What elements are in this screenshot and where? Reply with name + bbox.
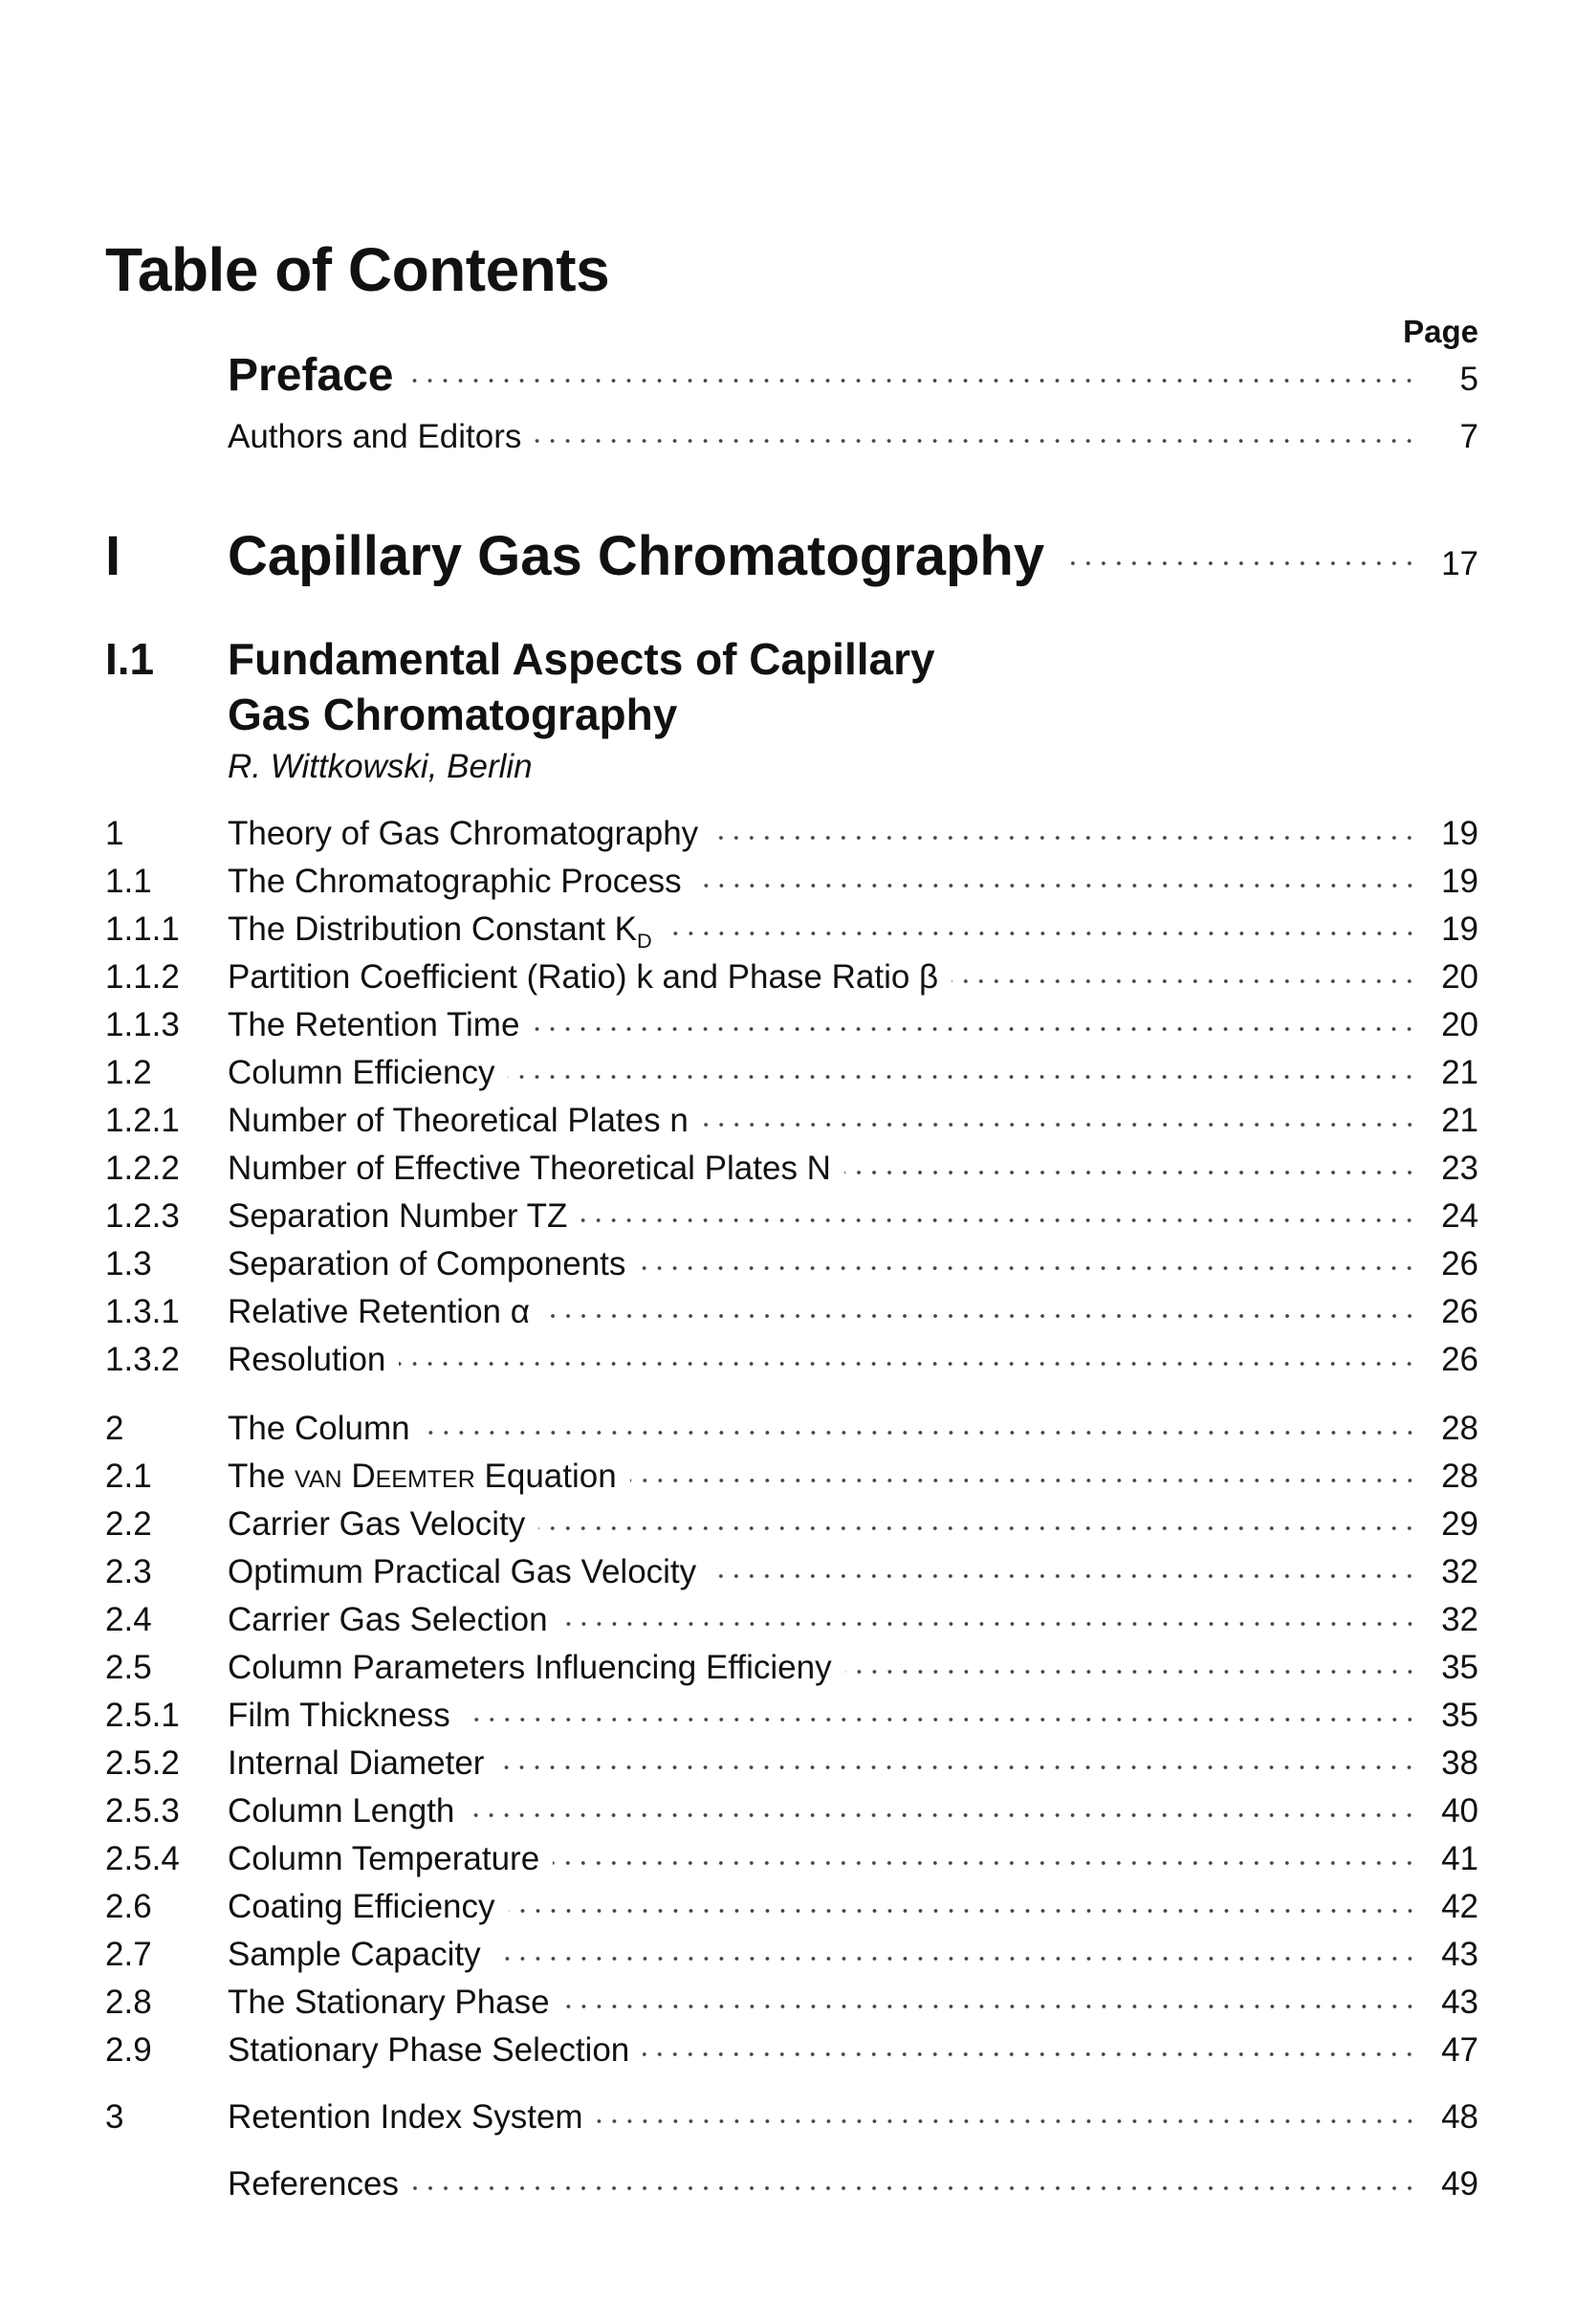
entry-page: 41 <box>1441 1840 1478 1877</box>
entry-title: The Retention Time <box>228 1006 520 1043</box>
part-title: Capillary Gas Chromatography <box>228 525 1045 587</box>
dot-leader <box>845 1665 1417 1678</box>
entry-title: Number of Theoretical Plates n <box>228 1102 689 1139</box>
entry-number: 1.2.3 <box>105 1197 180 1235</box>
dot-leader <box>538 1522 1417 1535</box>
dot-leader <box>543 1309 1417 1323</box>
entry-title: The Chromatographic Process <box>228 863 682 900</box>
entry-page: 29 <box>1441 1505 1478 1543</box>
dot-leader <box>643 2048 1417 2061</box>
entry-page: 24 <box>1441 1197 1478 1235</box>
dot-leader <box>406 372 1417 390</box>
entry-page: 47 <box>1441 2031 1478 2069</box>
entry-title: Resolution <box>228 1341 386 1378</box>
dot-leader <box>533 1022 1417 1036</box>
toc-entry[interactable] <box>105 1697 1478 1735</box>
toc-entry-preface[interactable] <box>105 349 1478 402</box>
entry-title: Authors and Editors <box>228 418 522 455</box>
dot-leader <box>711 831 1417 844</box>
entry-title-part: The <box>228 1458 296 1495</box>
toc-entry[interactable] <box>105 1601 1478 1639</box>
part-page: 17 <box>1441 545 1478 582</box>
entry-number: 1.3.2 <box>105 1341 180 1378</box>
entry-title: Separation Number TZ <box>228 1197 568 1235</box>
entry-page: 26 <box>1441 1293 1478 1330</box>
dot-leader <box>630 1474 1417 1487</box>
toc-entry[interactable] <box>105 863 1478 901</box>
toc-entry[interactable] <box>105 958 1478 997</box>
entry-title: Film Thickness <box>228 1697 450 1734</box>
entry-number: 2.5 <box>105 1649 152 1686</box>
toc-entry[interactable] <box>105 1888 1478 1926</box>
dot-leader <box>666 927 1417 940</box>
dot-leader <box>952 975 1417 988</box>
entry-page: 26 <box>1441 1245 1478 1283</box>
entry-title-subscript: D <box>636 929 652 953</box>
entry-number: 2.5.3 <box>105 1792 180 1830</box>
entry-title: Separation of Components <box>228 1245 626 1283</box>
entry-title: Partition Coefficient (Ratio) k and Phase Ratio β <box>228 958 939 996</box>
entry-number: 1 <box>105 815 124 852</box>
entry-number: 1.2.1 <box>105 1102 180 1139</box>
dot-leader <box>597 2115 1417 2128</box>
dot-leader <box>412 2181 1417 2195</box>
entry-page: 26 <box>1441 1341 1478 1378</box>
entry-title: Column Length <box>228 1792 455 1830</box>
dot-leader <box>497 1761 1417 1774</box>
entry-number: 2.7 <box>105 1936 152 1973</box>
entry-number: 2 <box>105 1410 124 1447</box>
entry-number: 2.8 <box>105 1984 152 2021</box>
entry-page: 35 <box>1441 1697 1478 1734</box>
entry-number: 2.4 <box>105 1601 152 1638</box>
entry-title-smallcaps: van Deemter <box>295 1458 475 1495</box>
dot-leader <box>1071 553 1417 575</box>
entry-number: 1.1.3 <box>105 1006 180 1043</box>
toc-entry[interactable] <box>105 2165 1478 2203</box>
toc-entry[interactable] <box>105 1410 1478 1448</box>
toc-entry[interactable] <box>105 1744 1478 1783</box>
toc-entry[interactable] <box>105 2098 1478 2137</box>
entry-title: Stationary Phase Selection <box>228 2031 630 2069</box>
dot-leader <box>468 1809 1417 1822</box>
dot-leader <box>553 1856 1417 1870</box>
dot-leader <box>561 1617 1417 1631</box>
entry-page: 7 <box>1459 418 1478 455</box>
entry-number: 1.1.1 <box>105 910 180 948</box>
entry-title: The Column <box>228 1410 410 1447</box>
entry-title <box>228 1458 617 1496</box>
entry-page: 35 <box>1441 1649 1478 1686</box>
dot-leader <box>702 1118 1417 1131</box>
dot-leader <box>535 434 1417 448</box>
dot-leader <box>639 1261 1417 1275</box>
dot-leader <box>494 1952 1417 1965</box>
entry-title: The Stationary Phase <box>228 1984 550 2021</box>
toc-entry[interactable] <box>105 910 1478 954</box>
entry-page: 23 <box>1441 1150 1478 1187</box>
entry-title: Internal Diameter <box>228 1744 485 1782</box>
dot-leader <box>399 1357 1417 1370</box>
entry-number: 1.3 <box>105 1245 152 1283</box>
dot-leader <box>563 2000 1417 2013</box>
entry-title: Coating Efficiency <box>228 1888 495 1925</box>
toc-entry[interactable] <box>105 1245 1478 1283</box>
toc-entry[interactable] <box>105 2031 1478 2070</box>
chapter-title <box>228 631 935 742</box>
chapter-heading[interactable] <box>105 631 1157 790</box>
entry-title: Relative Retention α <box>228 1293 530 1330</box>
toc-entry[interactable] <box>105 1054 1478 1092</box>
entry-page: 32 <box>1441 1601 1478 1638</box>
page-column-label: Page <box>1403 314 1478 349</box>
dot-leader <box>424 1426 1417 1439</box>
toc-entry-authors-editors[interactable] <box>105 418 1478 456</box>
page-title: Table of Contents <box>105 235 610 304</box>
entry-number: 2.6 <box>105 1888 152 1925</box>
entry-number: 1.2.2 <box>105 1150 180 1187</box>
entry-page: 20 <box>1441 1006 1478 1043</box>
entry-number: 3 <box>105 2098 124 2136</box>
toc-entry[interactable] <box>105 1553 1478 1591</box>
toc-entry[interactable] <box>105 815 1478 853</box>
toc-entry[interactable] <box>105 1102 1478 1140</box>
entry-title <box>228 910 652 954</box>
toc-entry[interactable] <box>105 1792 1478 1831</box>
dot-leader <box>509 1904 1417 1918</box>
entry-page: 19 <box>1441 910 1478 948</box>
toc-entry[interactable] <box>105 1458 1478 1496</box>
entry-page: 38 <box>1441 1744 1478 1782</box>
entry-number: 2.1 <box>105 1458 152 1495</box>
toc-entry[interactable] <box>105 1293 1478 1331</box>
toc-part-heading[interactable] <box>105 524 1478 588</box>
toc-entry[interactable] <box>105 1341 1478 1379</box>
dot-leader <box>580 1214 1417 1227</box>
entry-title: Retention Index System <box>228 2098 583 2136</box>
entry-title: Optimum Practical Gas Velocity <box>228 1553 697 1590</box>
toc-entry[interactable] <box>105 1984 1478 2022</box>
entry-number: 2.5.1 <box>105 1697 180 1734</box>
entry-title: Carrier Gas Velocity <box>228 1505 526 1543</box>
chapter-number: I.1 <box>105 634 155 684</box>
entry-page: 40 <box>1441 1792 1478 1830</box>
entry-page: 28 <box>1441 1410 1478 1447</box>
entry-number: 2.2 <box>105 1505 152 1543</box>
toc-entry[interactable] <box>105 1505 1478 1544</box>
chapter-title-line: Fundamental Aspects of Capillary <box>228 634 935 684</box>
entry-page: 19 <box>1441 863 1478 900</box>
entry-number: 2.9 <box>105 2031 152 2069</box>
entry-page: 43 <box>1441 1936 1478 1973</box>
entry-page: 21 <box>1441 1102 1478 1139</box>
entry-number: 1.1 <box>105 863 152 900</box>
entry-title: Theory of Gas Chromatography <box>228 815 699 852</box>
toc-entry[interactable] <box>105 1150 1478 1188</box>
entry-number: 1.3.1 <box>105 1293 180 1330</box>
entry-number: 1.1.2 <box>105 958 180 996</box>
entry-title: References <box>228 2165 399 2203</box>
chapter-title-line: Gas Chromatography <box>228 690 678 739</box>
entry-title: Carrier Gas Selection <box>228 1601 548 1638</box>
toc-entry[interactable] <box>105 1840 1478 1878</box>
toc-entry[interactable] <box>105 1006 1478 1044</box>
chapter-author: R. Wittkowski, Berlin <box>228 748 533 785</box>
entry-number: 2.5.4 <box>105 1840 180 1877</box>
entry-title: Preface <box>228 350 394 401</box>
entry-title: Column Parameters Influencing Efficieny <box>228 1649 832 1686</box>
entry-title: Column Temperature <box>228 1840 540 1877</box>
entry-title: Number of Effective Theoretical Plates N <box>228 1150 831 1187</box>
entry-page: 42 <box>1441 1888 1478 1925</box>
entry-number: 2.5.2 <box>105 1744 180 1782</box>
toc-entry[interactable] <box>105 1936 1478 1974</box>
entry-title: Column Efficiency <box>228 1054 495 1091</box>
entry-number: 2.3 <box>105 1553 152 1590</box>
entry-page: 48 <box>1441 2098 1478 2136</box>
entry-page: 5 <box>1459 361 1478 398</box>
entry-page: 32 <box>1441 1553 1478 1590</box>
dot-leader <box>710 1569 1417 1583</box>
toc-entry[interactable] <box>105 1197 1478 1236</box>
toc-entry[interactable] <box>105 1649 1478 1687</box>
dot-leader <box>464 1713 1417 1726</box>
entry-page: 20 <box>1441 958 1478 996</box>
entry-title-part: Equation <box>474 1458 617 1495</box>
entry-page: 19 <box>1441 815 1478 852</box>
part-number: I <box>105 525 121 587</box>
entry-page: 28 <box>1441 1458 1478 1495</box>
dot-leader <box>844 1166 1417 1179</box>
entry-page: 21 <box>1441 1054 1478 1091</box>
dot-leader <box>508 1070 1417 1084</box>
dot-leader <box>695 879 1417 892</box>
entry-title: Sample Capacity <box>228 1936 481 1973</box>
entry-page: 43 <box>1441 1984 1478 2021</box>
entry-number: 1.2 <box>105 1054 152 1091</box>
entry-page: 49 <box>1441 2165 1478 2203</box>
entry-title-part: The Distribution Constant K <box>228 910 637 948</box>
